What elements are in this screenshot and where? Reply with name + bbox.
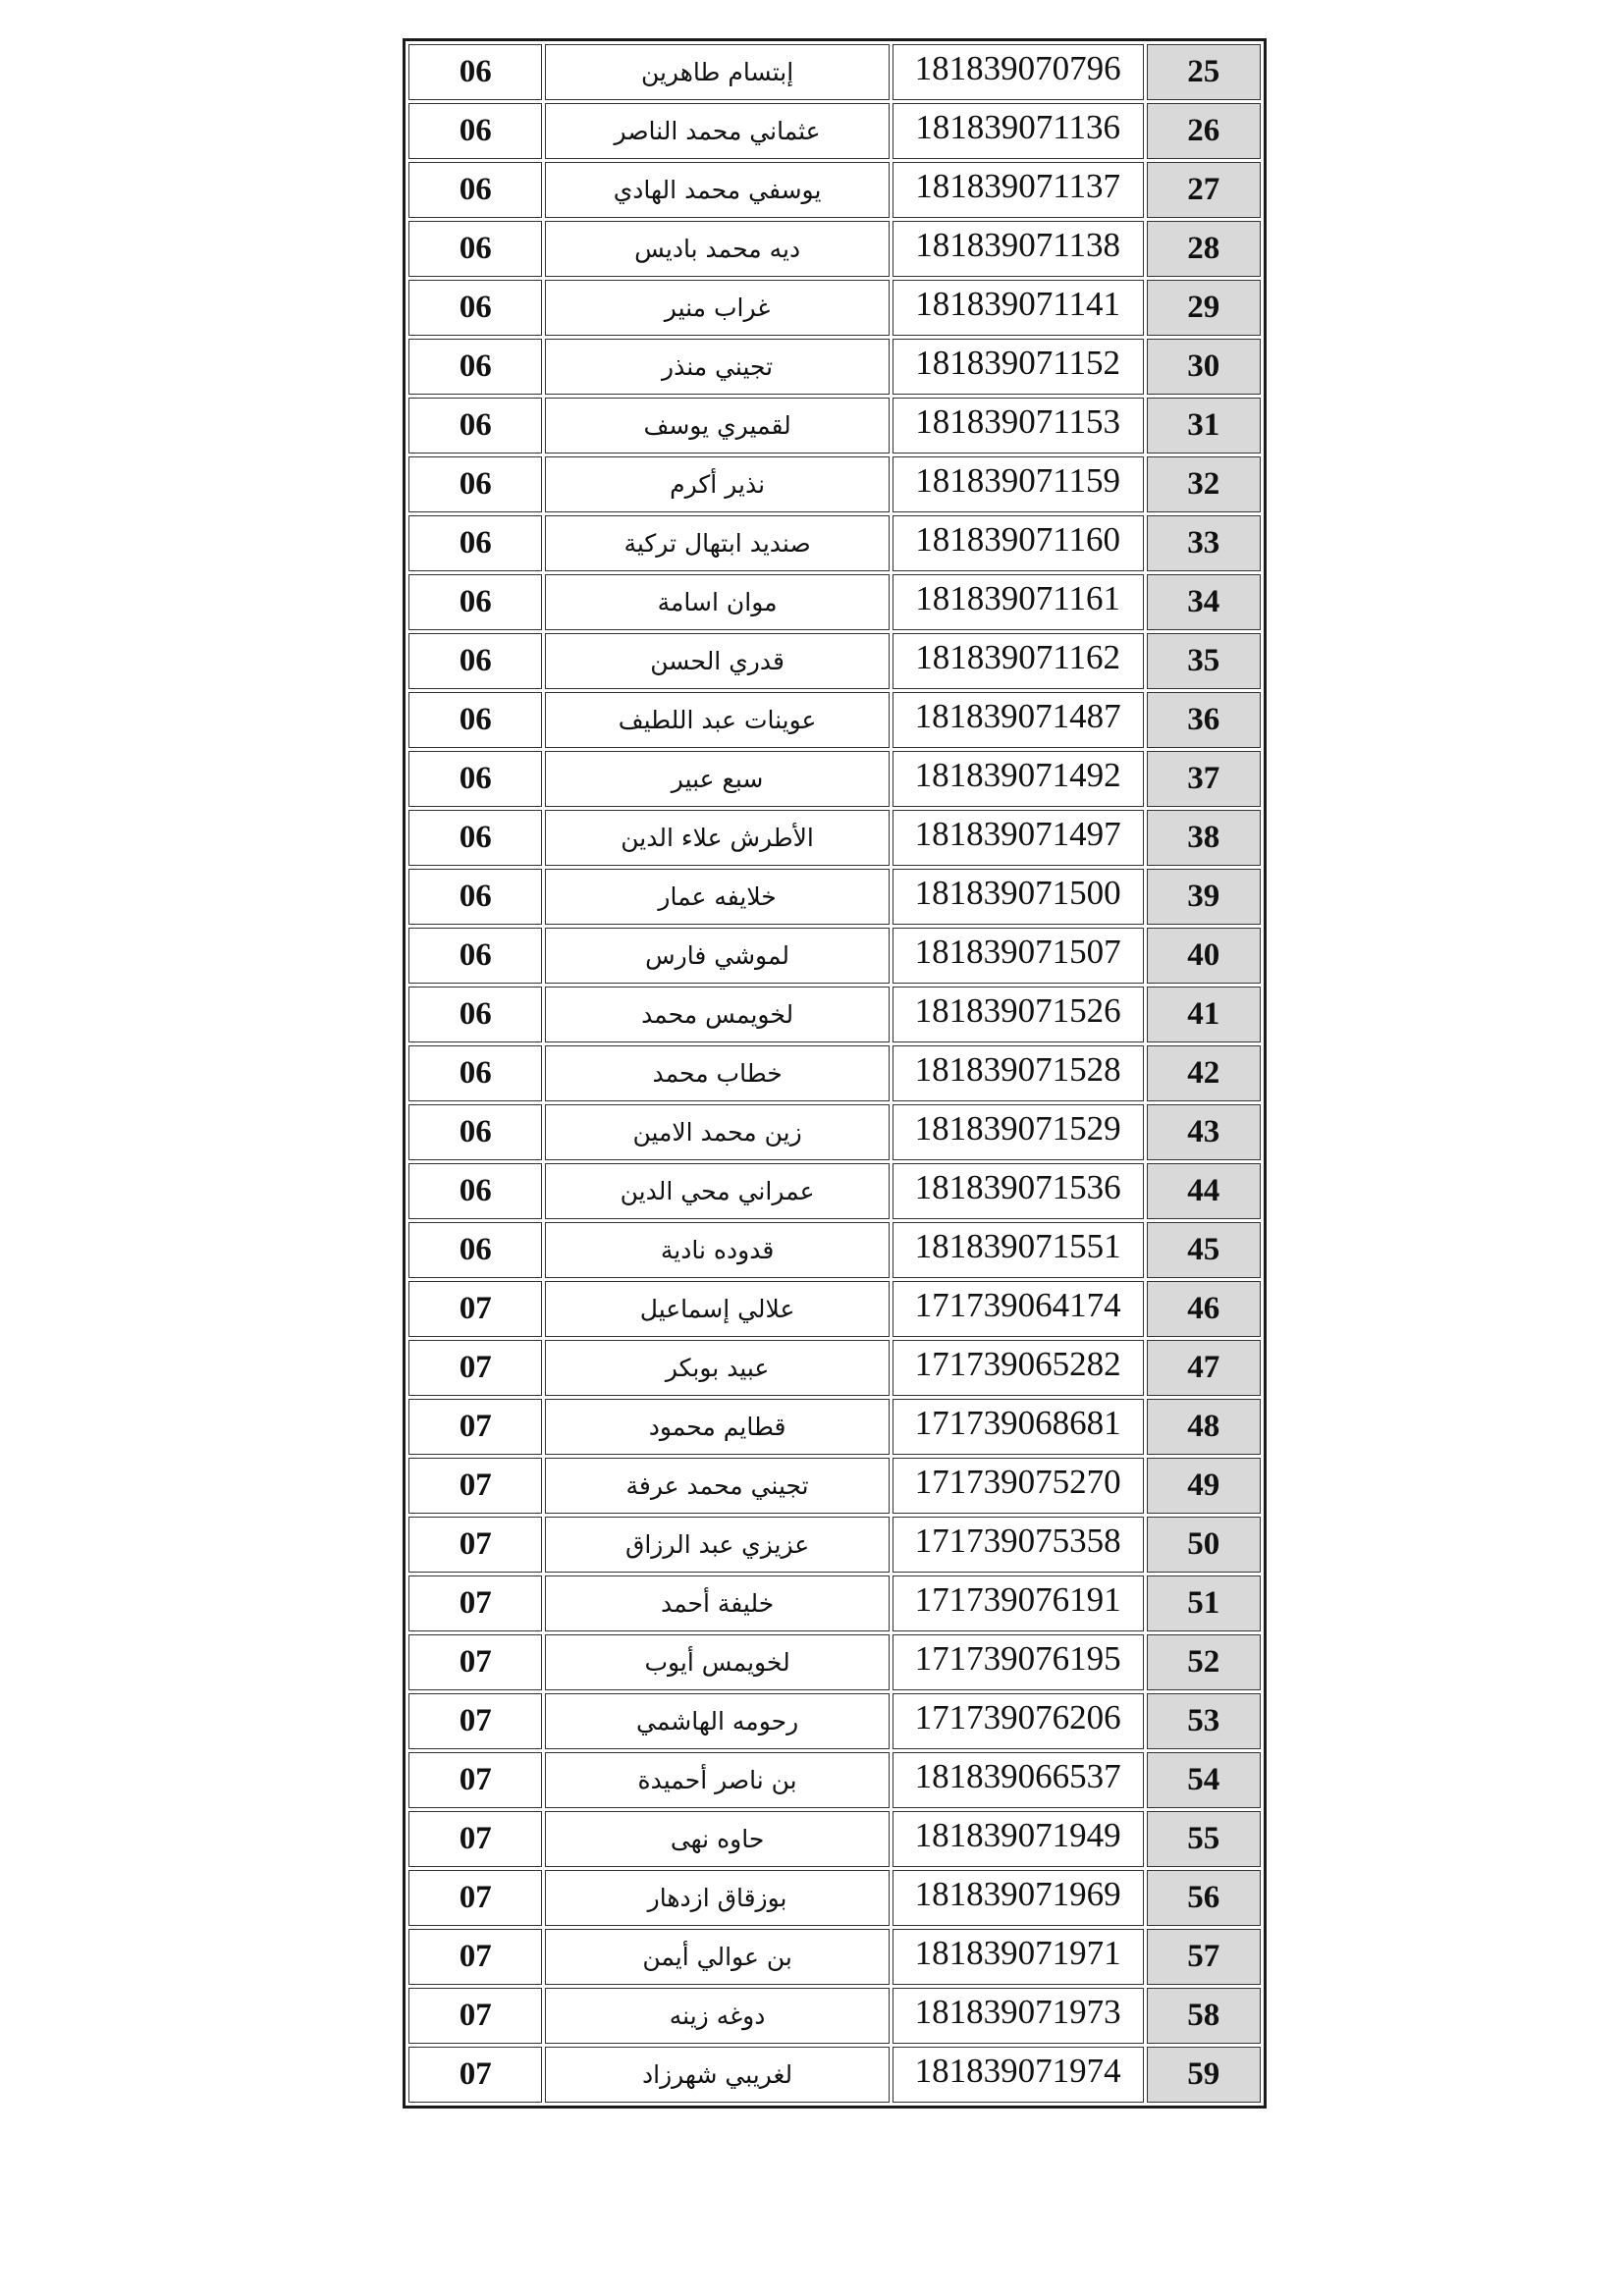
name-cell: بن ناصر أحميدة	[545, 1752, 889, 1808]
name-cell: لغريبي شهرزاد	[545, 2047, 889, 2103]
name-cell: دوغه زينه	[545, 1988, 889, 2044]
level-cell: 06	[408, 692, 542, 748]
registration-number-cell: 181839071529	[893, 1104, 1144, 1160]
name-cell: نذير أكرم	[545, 456, 889, 512]
row-number-cell: 28	[1147, 221, 1261, 277]
level-cell: 07	[408, 2047, 542, 2103]
level-cell: 06	[408, 456, 542, 512]
table-row	[408, 162, 1261, 218]
level-cell: 06	[408, 574, 542, 630]
name-cell: تجيني محمد عرفة	[545, 1458, 889, 1514]
name-cell: سبع عبير	[545, 751, 889, 807]
row-number-cell: 54	[1147, 1752, 1261, 1808]
row-number-cell: 25	[1147, 44, 1261, 100]
registration-number-cell: 171739076191	[893, 1575, 1144, 1631]
name-cell: لموشي فارس	[545, 928, 889, 984]
table-row	[408, 398, 1261, 454]
row-number-cell: 50	[1147, 1517, 1261, 1573]
row-number-cell: 39	[1147, 869, 1261, 925]
name-cell: علالي إسماعيل	[545, 1281, 889, 1337]
level-cell: 06	[408, 1104, 542, 1160]
registration-number-cell: 181839071971	[893, 1929, 1144, 1985]
row-number-cell: 59	[1147, 2047, 1261, 2103]
table-row	[408, 574, 1261, 630]
level-cell: 06	[408, 398, 542, 454]
table-row	[408, 1104, 1261, 1160]
table-row	[408, 1222, 1261, 1278]
table-row	[408, 1458, 1261, 1514]
row-number-cell: 44	[1147, 1163, 1261, 1219]
student-list-body	[408, 44, 1261, 2103]
row-number-cell: 57	[1147, 1929, 1261, 1985]
table-row	[408, 280, 1261, 336]
row-number-cell: 27	[1147, 162, 1261, 218]
table-row	[408, 1929, 1261, 1985]
name-cell: قطايم محمود	[545, 1399, 889, 1455]
level-cell: 06	[408, 162, 542, 218]
registration-number-cell: 171739075270	[893, 1458, 1144, 1514]
level-cell: 06	[408, 987, 542, 1042]
registration-number-cell: 171739076195	[893, 1634, 1144, 1690]
name-cell: لقميري يوسف	[545, 398, 889, 454]
table-row	[408, 1340, 1261, 1396]
registration-number-cell: 181839071507	[893, 928, 1144, 984]
name-cell: عزيزي عبد الرزاق	[545, 1517, 889, 1573]
row-number-cell: 55	[1147, 1811, 1261, 1867]
registration-number-cell: 181839071161	[893, 574, 1144, 630]
row-number-cell: 41	[1147, 987, 1261, 1042]
registration-number-cell: 171739064174	[893, 1281, 1144, 1337]
name-cell: قدوده نادية	[545, 1222, 889, 1278]
name-cell: بوزقاق ازدهار	[545, 1870, 889, 1926]
name-cell: تجيني منذر	[545, 339, 889, 395]
registration-number-cell: 181839071500	[893, 869, 1144, 925]
level-cell: 07	[408, 1517, 542, 1573]
name-cell: زين محمد الامين	[545, 1104, 889, 1160]
table-row	[408, 869, 1261, 925]
table-row	[408, 987, 1261, 1042]
table-row	[408, 44, 1261, 100]
registration-number-cell: 181839071138	[893, 221, 1144, 277]
registration-number-cell: 181839071136	[893, 103, 1144, 159]
row-number-cell: 52	[1147, 1634, 1261, 1690]
level-cell: 07	[408, 1458, 542, 1514]
level-cell: 07	[408, 1340, 542, 1396]
table-row	[408, 1163, 1261, 1219]
name-cell: رحومه الهاشمي	[545, 1693, 889, 1749]
level-cell: 07	[408, 1281, 542, 1337]
student-list-table	[403, 38, 1267, 2109]
registration-number-cell: 181839066537	[893, 1752, 1144, 1808]
table-row	[408, 810, 1261, 866]
registration-number-cell: 181839071526	[893, 987, 1144, 1042]
registration-number-cell: 181839071492	[893, 751, 1144, 807]
name-cell: حاوه نهى	[545, 1811, 889, 1867]
row-number-cell: 46	[1147, 1281, 1261, 1337]
name-cell: عوينات عبد اللطيف	[545, 692, 889, 748]
row-number-cell: 42	[1147, 1045, 1261, 1101]
level-cell: 06	[408, 1045, 542, 1101]
registration-number-cell: 181839071141	[893, 280, 1144, 336]
row-number-cell: 43	[1147, 1104, 1261, 1160]
row-number-cell: 48	[1147, 1399, 1261, 1455]
name-cell: خطاب محمد	[545, 1045, 889, 1101]
table-row	[408, 692, 1261, 748]
table-row	[408, 1870, 1261, 1926]
name-cell: صنديد ابتهال تركية	[545, 515, 889, 571]
registration-number-cell: 181839071973	[893, 1988, 1144, 2044]
row-number-cell: 47	[1147, 1340, 1261, 1396]
registration-number-cell: 181839071969	[893, 1870, 1144, 1926]
level-cell: 07	[408, 1988, 542, 2044]
name-cell: عثماني محمد الناصر	[545, 103, 889, 159]
registration-number-cell: 181839071551	[893, 1222, 1144, 1278]
registration-number-cell: 181839071159	[893, 456, 1144, 512]
registration-number-cell: 181839071949	[893, 1811, 1144, 1867]
name-cell: خلايفه عمار	[545, 869, 889, 925]
table-row	[408, 221, 1261, 277]
table-row	[408, 2047, 1261, 2103]
registration-number-cell: 181839070796	[893, 44, 1144, 100]
table-row	[408, 515, 1261, 571]
name-cell: يوسفي محمد الهادي	[545, 162, 889, 218]
registration-number-cell: 181839071152	[893, 339, 1144, 395]
table-row	[408, 1634, 1261, 1690]
table-row	[408, 456, 1261, 512]
name-cell: بن عوالي أيمن	[545, 1929, 889, 1985]
row-number-cell: 34	[1147, 574, 1261, 630]
level-cell: 07	[408, 1634, 542, 1690]
table-row	[408, 1811, 1261, 1867]
table-row	[408, 103, 1261, 159]
registration-number-cell: 171739075358	[893, 1517, 1144, 1573]
row-number-cell: 40	[1147, 928, 1261, 984]
level-cell: 07	[408, 1929, 542, 1985]
level-cell: 07	[408, 1870, 542, 1926]
name-cell: غراب منير	[545, 280, 889, 336]
registration-number-cell: 171739076206	[893, 1693, 1144, 1749]
name-cell: لخويمس أيوب	[545, 1634, 889, 1690]
name-cell: عمراني محي الدين	[545, 1163, 889, 1219]
registration-number-cell: 171739068681	[893, 1399, 1144, 1455]
level-cell: 07	[408, 1752, 542, 1808]
registration-number-cell: 181839071487	[893, 692, 1144, 748]
row-number-cell: 37	[1147, 751, 1261, 807]
row-number-cell: 33	[1147, 515, 1261, 571]
registration-number-cell: 181839071137	[893, 162, 1144, 218]
row-number-cell: 35	[1147, 633, 1261, 689]
level-cell: 06	[408, 1222, 542, 1278]
table-row	[408, 633, 1261, 689]
level-cell: 07	[408, 1693, 542, 1749]
level-cell: 07	[408, 1399, 542, 1455]
name-cell: لخويمس محمد	[545, 987, 889, 1042]
name-cell: موان اسامة	[545, 574, 889, 630]
name-cell: ديه محمد باديس	[545, 221, 889, 277]
table-row	[408, 1752, 1261, 1808]
table-row	[408, 1517, 1261, 1573]
level-cell: 07	[408, 1575, 542, 1631]
level-cell: 06	[408, 751, 542, 807]
row-number-cell: 31	[1147, 398, 1261, 454]
table-row	[408, 339, 1261, 395]
row-number-cell: 49	[1147, 1458, 1261, 1514]
table-row	[408, 1399, 1261, 1455]
level-cell: 06	[408, 1163, 542, 1219]
table-row	[408, 1575, 1261, 1631]
row-number-cell: 45	[1147, 1222, 1261, 1278]
level-cell: 06	[408, 515, 542, 571]
registration-number-cell: 181839071536	[893, 1163, 1144, 1219]
row-number-cell: 53	[1147, 1693, 1261, 1749]
row-number-cell: 56	[1147, 1870, 1261, 1926]
row-number-cell: 32	[1147, 456, 1261, 512]
name-cell: إبتسام طاهرين	[545, 44, 889, 100]
registration-number-cell: 181839071528	[893, 1045, 1144, 1101]
name-cell: قدري الحسن	[545, 633, 889, 689]
level-cell: 06	[408, 221, 542, 277]
table-row	[408, 751, 1261, 807]
registration-number-cell: 171739065282	[893, 1340, 1144, 1396]
level-cell: 06	[408, 810, 542, 866]
registration-number-cell: 181839071497	[893, 810, 1144, 866]
level-cell: 06	[408, 928, 542, 984]
table-row	[408, 1281, 1261, 1337]
level-cell: 06	[408, 339, 542, 395]
level-cell: 06	[408, 633, 542, 689]
level-cell: 06	[408, 103, 542, 159]
table-row	[408, 928, 1261, 984]
level-cell: 06	[408, 869, 542, 925]
name-cell: خليفة أحمد	[545, 1575, 889, 1631]
registration-number-cell: 181839071974	[893, 2047, 1144, 2103]
name-cell: الأطرش علاء الدين	[545, 810, 889, 866]
registration-number-cell: 181839071160	[893, 515, 1144, 571]
table-row	[408, 1988, 1261, 2044]
table-row	[408, 1045, 1261, 1101]
row-number-cell: 38	[1147, 810, 1261, 866]
row-number-cell: 51	[1147, 1575, 1261, 1631]
table-row	[408, 1693, 1261, 1749]
row-number-cell: 29	[1147, 280, 1261, 336]
row-number-cell: 58	[1147, 1988, 1261, 2044]
level-cell: 07	[408, 1811, 542, 1867]
registration-number-cell: 181839071153	[893, 398, 1144, 454]
row-number-cell: 30	[1147, 339, 1261, 395]
row-number-cell: 36	[1147, 692, 1261, 748]
level-cell: 06	[408, 280, 542, 336]
level-cell: 06	[408, 44, 542, 100]
name-cell: عبيد بوبكر	[545, 1340, 889, 1396]
registration-number-cell: 181839071162	[893, 633, 1144, 689]
row-number-cell: 26	[1147, 103, 1261, 159]
